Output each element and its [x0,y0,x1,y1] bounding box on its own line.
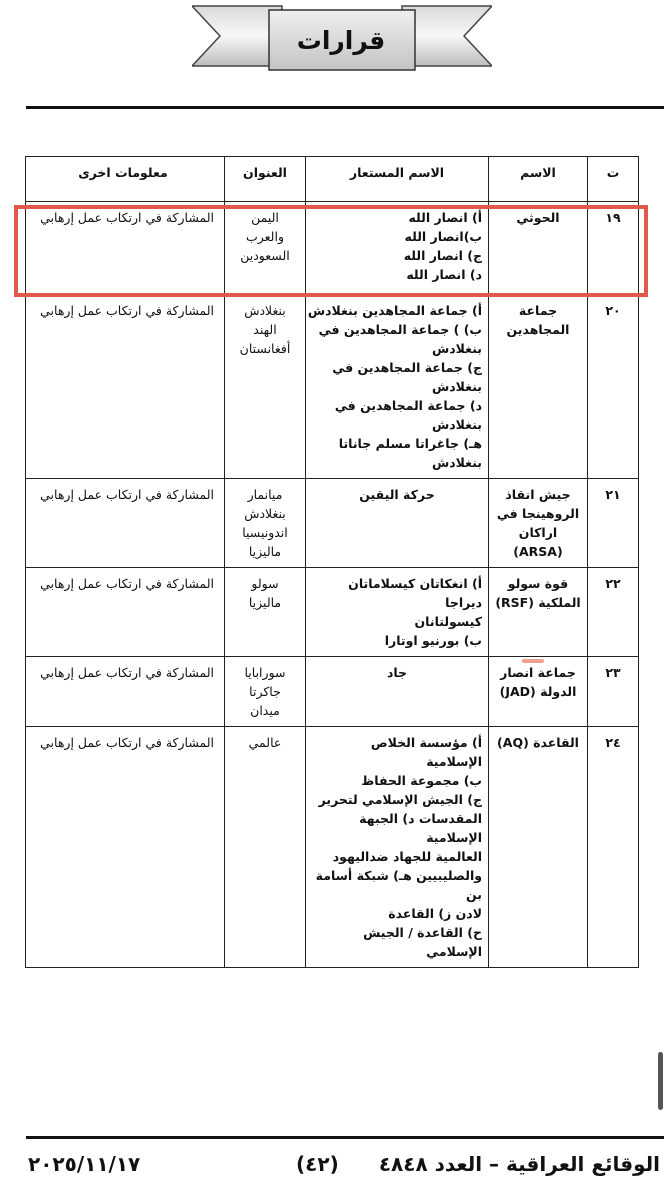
header-alias: الاسم المستعار [306,157,489,202]
address-line: ميدان [250,703,280,718]
row-num: ٢٤ [588,727,639,968]
row-info: المشاركة في ارتكاب عمل إرهابي [26,568,225,657]
row-info: المشاركة في ارتكاب عمل إرهابي [26,657,225,727]
alias-line: لادن ز) القاعدة [388,906,482,921]
alias-line: بنغلادش [431,417,482,432]
row-address [225,295,306,479]
alias-line: ح) القاعدة / الجيش الإسلامي [363,925,482,959]
alias-line: أ) مؤسسة الخلاص الإسلامية [370,735,482,769]
row-address [225,479,306,568]
address-line: سولو [251,576,279,591]
row-alias [306,727,489,968]
alias-line: ب) ) جماعة المجاهدين في [318,322,482,337]
table-row [26,727,639,968]
table-row [26,295,639,479]
alias-line: والصليبيين هـ) شبكة أسامة بن [315,868,482,902]
address-line: أفغانستان [239,341,291,356]
row-name: جماعة المجاهدين [489,295,588,479]
scrollbar-thumb[interactable] [658,1052,663,1110]
alias-line: جاد [386,665,408,680]
address-line: السعودين [240,248,290,263]
row-address [225,202,306,295]
address-line: ماليزيا [248,595,282,610]
row-name: القاعدة (AQ) [489,727,588,968]
row-alias [306,657,489,727]
alias-line: أ) جماعة المجاهدين بنغلادش [307,303,482,318]
address-line: عالمي [248,735,282,750]
row-name: الحوثي [489,202,588,295]
row-num: ٢١ [588,479,639,568]
address-line: ماليزيا [248,544,282,559]
header-address: العنوان [225,157,306,202]
row-info: المشاركة في ارتكاب عمل إرهابي [26,727,225,968]
row-num: ٢٠ [588,295,639,479]
alias-line: ج) انصار الله [403,248,482,263]
row-address [225,568,306,657]
alias-line: العالمية للجهاد ضداليهود [332,849,482,864]
header-name: الاسم [489,157,588,202]
address-line: بنغلادش [244,506,286,521]
row-alias [306,202,489,295]
alias-line: المقدسات د) الجبهة الإسلامية [359,811,482,845]
address-line: والعرب [245,229,284,244]
row-address [225,727,306,968]
annotation-mark [522,659,544,663]
alias-line: ج) الجيش الإسلامي لتحرير [318,792,482,807]
row-name: جماعة انصار الدولة (JAD) [489,657,588,727]
table-row [26,479,639,568]
row-num: ٢٣ [588,657,639,727]
row-alias [306,568,489,657]
address-line: الهند [253,322,277,337]
address-line: اندونيسيا [242,525,288,540]
banner-title: قرارات [296,25,386,55]
alias-line: أ) انصار الله [408,210,482,225]
header-divider [26,106,664,109]
footer-date: ٢٠٢٥/١١/١٧ [28,1152,141,1176]
alias-line: ب) بورنيو اوتارا [384,633,482,648]
alias-line: كيسولتانان [414,614,482,629]
resolution-table [25,156,639,968]
alias-line: بنغلادش [431,379,482,394]
alias-line: د) انصار الله [406,267,482,282]
alias-line: حركة اليقين [359,487,435,502]
footer-divider [26,1136,664,1139]
row-info: المشاركة في ارتكاب عمل إرهابي [26,479,225,568]
row-num: ٢٢ [588,568,639,657]
table-header-row [26,157,639,202]
address-line: ميانمار [247,487,283,502]
alias-line: د) جماعة المجاهدين في [334,398,482,413]
address-line: بنغلادش [244,303,286,318]
alias-line: ب) مجموعة الحفاظ [361,773,482,788]
row-alias [306,295,489,479]
row-name: قوة سولو الملكية (RSF) [489,568,588,657]
address-line: جاكرتا [249,684,281,699]
alias-line: بنغلادش [431,341,482,356]
alias-line: ج) جماعة المجاهدين في [332,360,482,375]
row-info: المشاركة في ارتكاب عمل إرهابي [26,202,225,295]
alias-line: ب)انصار الله [404,229,482,244]
header-info: معلومات اخرى [26,157,225,202]
row-info: المشاركة في ارتكاب عمل إرهابي [26,295,225,479]
address-line: اليمن [251,210,279,225]
alias-line: بنغلادش [431,455,482,470]
row-alias [306,479,489,568]
table-row [26,202,639,295]
resolution-table-container [25,156,639,968]
footer-page-number: (٤٢) [296,1152,339,1176]
alias-line: أ) انغكاتان كيسلاماتان ديراجا [348,576,482,610]
alias-line: هـ) جاغراتا مسلم جاناتا [338,436,482,451]
table-row [26,657,639,727]
row-num: ١٩ [588,202,639,295]
header-num: ت [588,157,639,202]
row-address [225,657,306,727]
address-line: سورابايا [244,665,286,680]
footer-publication: الوقائع العراقية – العدد ٤٨٤٨ [378,1152,660,1176]
table-row [26,568,639,657]
row-name: جيش انقاذ الروهينجا في اراكان (ARSA) [489,479,588,568]
